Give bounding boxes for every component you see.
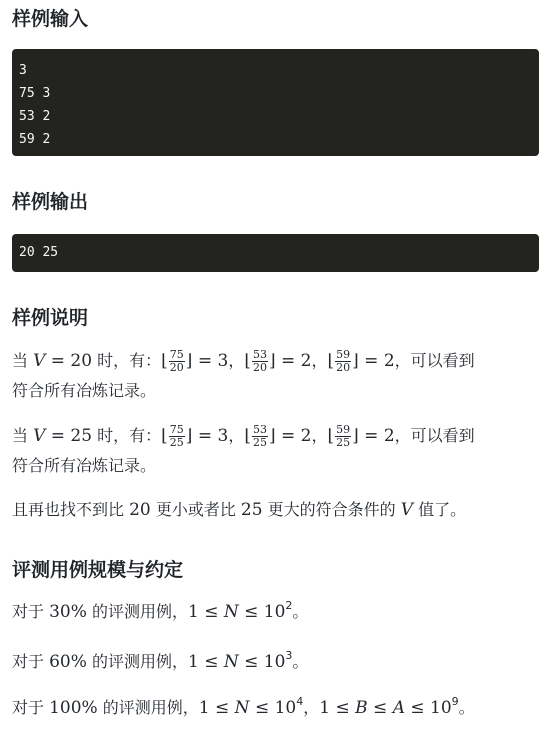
fraction: $\frac{75}{25}$ — [169, 423, 184, 449]
fraction: $\frac{53}{20}$ — [252, 348, 267, 374]
explanation-heading: 样例说明 — [12, 307, 89, 329]
code-line: 20 25 — [19, 245, 59, 260]
sample-input-heading: 样例输入 — [12, 8, 89, 30]
code-line: 59 2 — [19, 132, 51, 147]
math-var: V — [33, 426, 46, 446]
sample-output-code-block — [12, 234, 539, 272]
math-var: V — [33, 351, 46, 371]
fraction: $\frac{59}{25}$ — [336, 423, 351, 449]
explanation-paragraph-3: 且再也找不到比 20 更小或者比 25 更大的符合条件的 V 值了。 — [12, 500, 467, 520]
constraint-line-2: 对于 60% 的评测用例，$1 \le N \le 10^3$。 — [12, 648, 309, 672]
constraint-line-3: 对于 100% 的评测用例，$1 \le N \le 10^4$，$1 \le B \le A \le 10^9$。 — [12, 694, 475, 718]
fraction: $\frac{75}{20}$ — [169, 348, 184, 374]
math-var: V — [400, 500, 414, 520]
constraint-line-1: 对于 30% 的评测用例，$1 \le N \le 10^2$。 — [12, 598, 309, 622]
fraction: $\frac{53}{25}$ — [252, 423, 267, 449]
sample-input-code-block — [12, 49, 539, 156]
fraction: $\frac{59}{20}$ — [336, 348, 351, 374]
code-line: 75 3 — [19, 86, 51, 101]
explanation-paragraph-2: 当 V = 25 时，有：⌊ $\frac{75}{25}$ ⌋ = 3，⌊ $\frac{53}{25}$ ⌋ = 2，⌊ $\frac{59}{25}$ ⌋ = 2，可以看到 符合所有冶炼记录。 — [12, 423, 475, 475]
code-line: 3 — [19, 63, 27, 78]
explanation-paragraph-1: 当 V = 20 时，有：⌊ $\frac{75}{20}$ ⌋ = 3，⌊ $\frac{53}{20}$ ⌋ = 2，⌊ $\frac{59}{20}$ ⌋ = 2，可以看到 符合所有冶炼记录。 — [12, 348, 475, 400]
code-line: 53 2 — [19, 109, 51, 124]
constraints-heading: 评测用例规模与约定 — [12, 559, 184, 581]
sample-output-heading: 样例输出 — [12, 191, 89, 213]
